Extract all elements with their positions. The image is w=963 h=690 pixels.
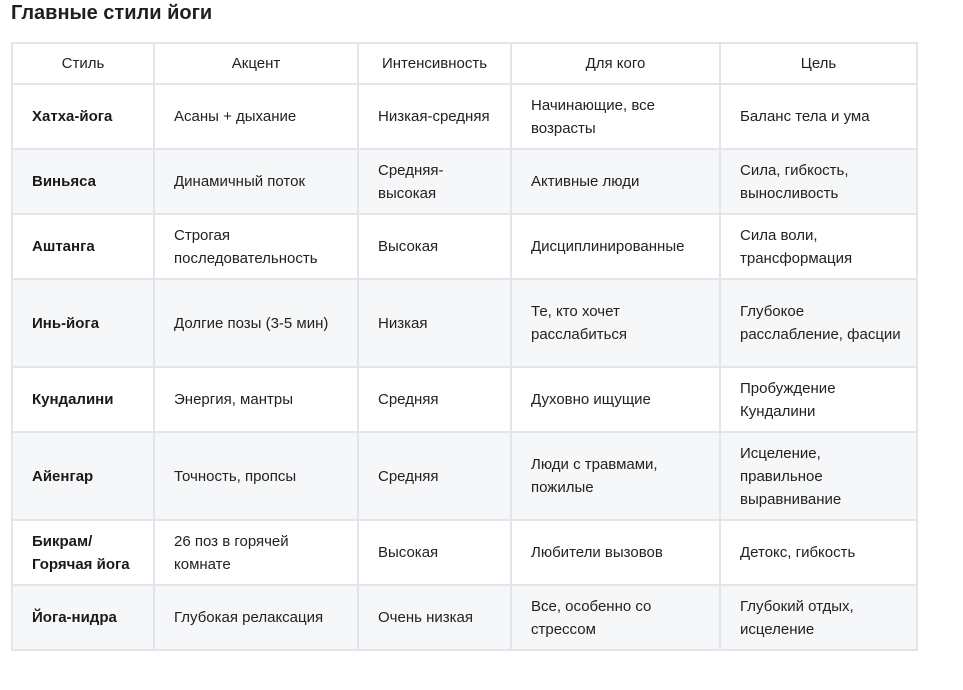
cell-intensity: Средняя bbox=[358, 367, 511, 432]
page-title: Главные стили йоги bbox=[11, 2, 213, 24]
cell-audience: Любители вызовов bbox=[511, 520, 720, 585]
cell-goal: Баланс тела и ума bbox=[720, 84, 917, 149]
cell-style: Инь-йога bbox=[12, 279, 154, 367]
cell-audience: Дисциплинированные bbox=[511, 214, 720, 279]
table-row bbox=[12, 149, 917, 214]
table-row bbox=[12, 84, 917, 149]
table-row bbox=[12, 214, 917, 279]
header-style: Стиль bbox=[12, 43, 154, 84]
table-row bbox=[12, 585, 917, 650]
cell-intensity: Средняя-высокая bbox=[358, 149, 511, 214]
cell-style: Аштанга bbox=[12, 214, 154, 279]
cell-accent: Динамичный поток bbox=[154, 149, 358, 214]
header-audience: Для кого bbox=[511, 43, 720, 84]
table-row bbox=[12, 279, 917, 367]
cell-goal: Глубокий отдых, исцеление bbox=[720, 585, 917, 650]
header-intensity: Интенсивность bbox=[358, 43, 511, 84]
cell-accent: Долгие позы (3-5 мин) bbox=[154, 279, 358, 367]
cell-intensity: Средняя bbox=[358, 432, 511, 520]
cell-audience: Начинающие, все возрасты bbox=[511, 84, 720, 149]
table-row bbox=[12, 520, 917, 585]
table-row bbox=[12, 432, 917, 520]
cell-style: Бикрам/ Горячая йога bbox=[12, 520, 154, 585]
cell-accent: 26 поз в горячей комнате bbox=[154, 520, 358, 585]
cell-style: Виньяса bbox=[12, 149, 154, 214]
cell-accent: Энергия, мантры bbox=[154, 367, 358, 432]
cell-accent: Глубокая релаксация bbox=[154, 585, 358, 650]
cell-style: Хатха-йога bbox=[12, 84, 154, 149]
yoga-styles-table bbox=[11, 42, 918, 651]
cell-accent: Строгая последовательность bbox=[154, 214, 358, 279]
header-goal: Цель bbox=[720, 43, 917, 84]
cell-goal: Пробуждение Кундалини bbox=[720, 367, 917, 432]
cell-audience: Духовно ищущие bbox=[511, 367, 720, 432]
cell-accent: Точность, пропсы bbox=[154, 432, 358, 520]
table-row bbox=[12, 367, 917, 432]
cell-intensity: Низкая bbox=[358, 279, 511, 367]
cell-style: Айенгар bbox=[12, 432, 154, 520]
table-body bbox=[12, 84, 917, 650]
table-header bbox=[12, 43, 917, 84]
cell-intensity: Высокая bbox=[358, 520, 511, 585]
header-row bbox=[12, 43, 917, 84]
cell-intensity: Очень низкая bbox=[358, 585, 511, 650]
cell-audience: Активные люди bbox=[511, 149, 720, 214]
cell-audience: Люди с травмами, пожилые bbox=[511, 432, 720, 520]
cell-accent: Асаны + дыхание bbox=[154, 84, 358, 149]
cell-goal: Сила, гибкость, выносливость bbox=[720, 149, 917, 214]
cell-goal: Глубокое расслабление, фасции bbox=[720, 279, 917, 367]
cell-style: Кундалини bbox=[12, 367, 154, 432]
cell-audience: Все, особенно со стрессом bbox=[511, 585, 720, 650]
header-accent: Акцент bbox=[154, 43, 358, 84]
cell-intensity: Низкая-средняя bbox=[358, 84, 511, 149]
cell-style: Йога-нидра bbox=[12, 585, 154, 650]
cell-goal: Исцеление, правильное выравнивание bbox=[720, 432, 917, 520]
cell-goal: Сила воли, трансформация bbox=[720, 214, 917, 279]
cell-goal: Детокс, гибкость bbox=[720, 520, 917, 585]
cell-audience: Те, кто хочет расслабиться bbox=[511, 279, 720, 367]
cell-intensity: Высокая bbox=[358, 214, 511, 279]
